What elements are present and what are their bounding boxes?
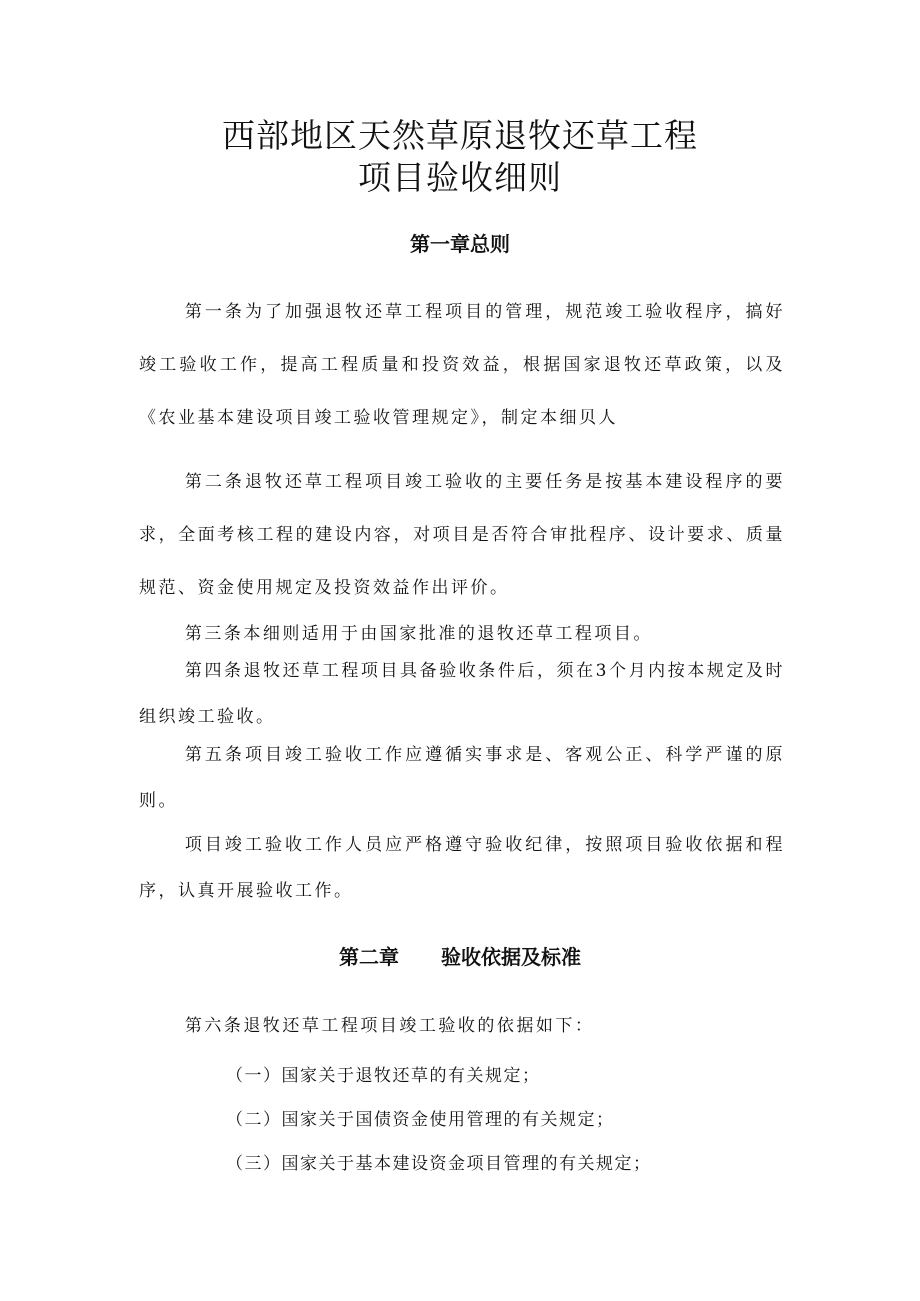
- article-4: 第四条退牧还草工程项目具备验收条件后，须在3个月内按本规定及时组织竣工验收。: [139, 661, 785, 727]
- document-title-line2: 项目验收细则: [358, 158, 562, 197]
- article-5: 第五条项目竣工验收工作应遵循实事求是、客观公正、科学严谨的原则。: [139, 745, 785, 811]
- chapter2-number: 第二章: [339, 945, 399, 969]
- list-item: （三）国家关于基本建设资金项目管理的有关规定；: [226, 1154, 652, 1174]
- list-item: （二）国家关于国债资金使用管理的有关规定；: [226, 1110, 615, 1130]
- article-5-paragraph-2: 项目竣工验收工作人员应严格遵守验收纪律，按照项目验收依据和程序，认真开展验收工作。: [139, 835, 785, 901]
- document-title-line1: 西部地区天然草原退牧还草工程: [222, 116, 698, 155]
- chapter2-title: 验收依据及标准: [441, 945, 581, 969]
- article-2: 第二条退牧还草工程项目竣工验收的主要任务是按基本建设程序的要求，全面考核工程的建设内容，对项目是否符合审批程序、设计要求、质量规范、资金使用规定及投资效益作出评价。: [139, 472, 785, 598]
- article-3: 第三条本细则适用于由国家批准的退牧还草工程项目。: [184, 624, 653, 644]
- chapter1-heading: 第一章总则: [410, 232, 510, 256]
- chapter2-heading: [0, 941, 920, 970]
- article-6: 第六条退牧还草工程项目竣工验收的依据如下：: [184, 1016, 595, 1036]
- article-1: 第一条为了加强退牧还草工程项目的管理，规范竣工验收程序，搞好竣工验收工作，提高工程质量和投资效益，根据国家退牧还草政策，以及《农业基本建设项目竣工验收管理规定》，制定本细贝人: [139, 302, 785, 428]
- list-item: （一）国家关于退牧还草的有关规定；: [226, 1066, 541, 1086]
